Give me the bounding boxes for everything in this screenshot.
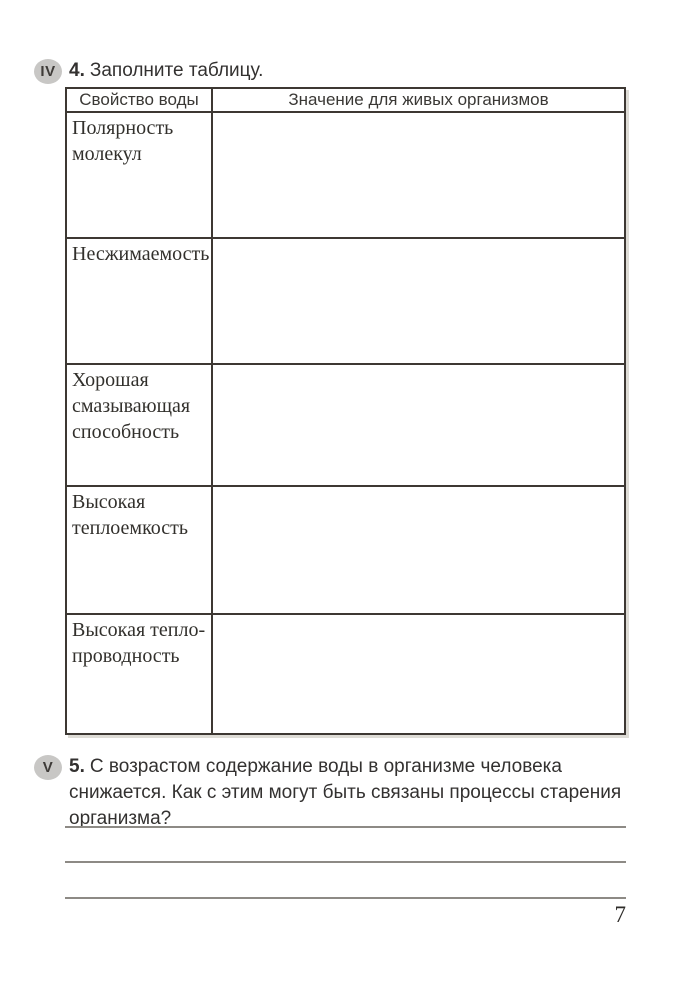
property-cell: Высокая теплоемкость [66, 486, 212, 614]
task4-header [34, 58, 263, 84]
task5-header [34, 754, 654, 832]
table-row [66, 364, 625, 486]
property-cell: Высокая тепло-проводность [66, 614, 212, 734]
table-row [66, 486, 625, 614]
page-number: 7 [614, 902, 626, 927]
column-header-property: Свойство воды [66, 88, 212, 112]
task4-number: 4. [69, 60, 85, 81]
answer-line[interactable] [65, 861, 626, 863]
table-header-row [66, 88, 625, 112]
task4-title-text: Заполните таблицу. [89, 60, 264, 81]
answer-cell[interactable] [212, 112, 625, 238]
task4-level-badge: IV [34, 59, 62, 84]
column-header-significance: Значение для живых организмов [212, 88, 625, 112]
answer-cell[interactable] [212, 486, 625, 614]
task4-title [69, 58, 263, 84]
answer-cell[interactable] [212, 238, 625, 364]
property-cell: Несжимаемость [66, 238, 212, 364]
property-cell: Полярность молекул [66, 112, 212, 238]
table-row [66, 614, 625, 734]
task5-question [69, 754, 654, 832]
answer-cell[interactable] [212, 364, 625, 486]
answer-line[interactable] [65, 897, 626, 899]
task5-level-badge: V [34, 755, 62, 780]
water-properties-table [65, 87, 626, 735]
answer-line[interactable] [65, 826, 626, 828]
task5-number: 5. [69, 756, 85, 777]
answer-cell[interactable] [212, 614, 625, 734]
table-row [66, 238, 625, 364]
table-row [66, 112, 625, 238]
property-cell: Хорошая смазывающая способность [66, 364, 212, 486]
task5-question-text: С возрастом содержание воды в организме человека снижается. Как с этим могут быть связаны процессы старения организма? [69, 756, 622, 829]
